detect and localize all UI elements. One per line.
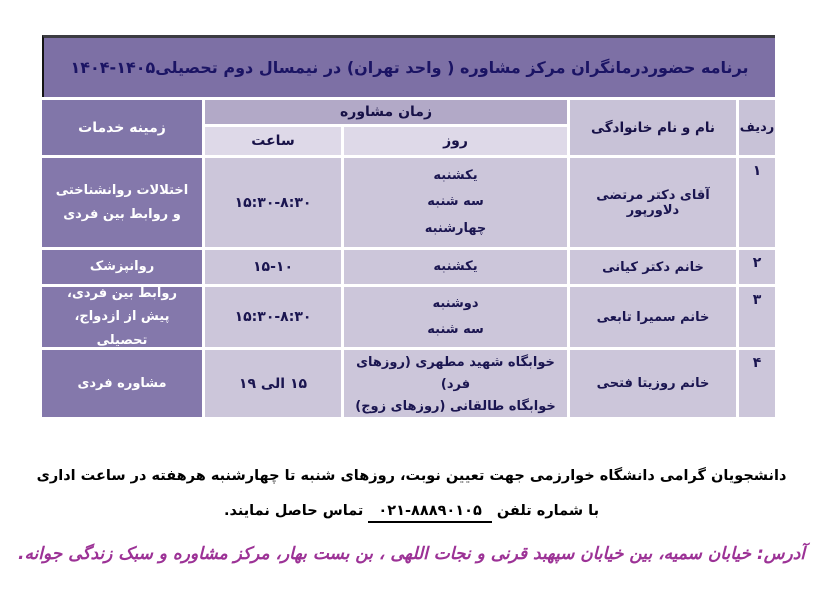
row-number: ۲ <box>739 250 775 284</box>
column-header-services: زمینه خدمات <box>42 100 202 155</box>
consultation-days <box>344 287 567 347</box>
therapist-name: آقای دکتر مرتضی دلاورپور <box>570 158 736 247</box>
day-item: یکشنبه <box>433 167 478 183</box>
day-item: خوابگاه طالقانی (روزهای زوج) <box>355 399 556 415</box>
phone-number: ۸۸۸۹۰۱۰۵-۰۲۱ <box>368 503 491 523</box>
consultation-hours: ۱۵:۳۰-۸:۳۰ <box>205 287 341 347</box>
service-area: اختلالات روانشناختی و روابط بین فردی <box>42 158 202 247</box>
row-number: ۳ <box>739 287 775 347</box>
notice-phone-prefix: با شماره تلفن <box>491 503 600 519</box>
column-header-consultation-time: زمان مشاوره <box>205 100 567 124</box>
consultation-hours: ۱۵ الی ۱۹ <box>205 350 341 417</box>
counseling-schedule-table <box>42 35 775 417</box>
column-subheader-day: روز <box>344 127 567 155</box>
row-number: ۱ <box>739 158 775 247</box>
therapist-name: خانم روزیتا فتحی <box>570 350 736 417</box>
service-area: روابط بین فردی، پیش از ازدواج، تحصیلی <box>42 287 202 347</box>
consultation-days <box>344 250 567 284</box>
page-title: برنامه حضوردرمانگران مرکز مشاوره ( واحد تهران) در نیمسال دوم تحصیلی۱۴۰۵-۱۴۰۴ <box>42 35 775 97</box>
day-item: سه شنبه <box>427 321 484 337</box>
day-item: سه شنبه <box>427 194 484 210</box>
service-area: روانپزشک <box>42 250 202 284</box>
address-line: آدرس: خیابان سمیه، بین خیابان سپهبد قرنی و نجات اللهی ، بن بست بهار، مرکز مشاوره و سبک زندگی جوانه. <box>17 544 805 564</box>
therapist-name: خانم سمیرا تابعی <box>570 287 736 347</box>
row-number: ۴ <box>739 350 775 417</box>
consultation-hours: ۱۵:۳۰-۸:۳۰ <box>205 158 341 247</box>
notice-phone-suffix: تماس حاصل نمایند. <box>223 503 369 519</box>
consultation-days <box>344 158 567 247</box>
column-header-name: نام و نام خانوادگی <box>570 100 736 155</box>
day-item: چهارشنبه <box>424 221 487 237</box>
column-subheader-hour: ساعت <box>205 127 341 155</box>
appointment-notice-line2 <box>0 503 823 519</box>
therapist-name: خانم دکتر کیانی <box>570 250 736 284</box>
consultation-days <box>344 350 567 417</box>
column-header-row-number: ردیف <box>739 100 775 155</box>
appointment-notice-line1: دانشجویان گرامی دانشگاه خوارزمی جهت تعیین نوبت، روزهای شنبه تا چهارشنبه هرهفته در ساعت اداری <box>36 468 787 484</box>
day-item: خوابگاه شهید مطهری (روزهای فرد) <box>356 355 555 393</box>
consultation-hours: ۱۵-۱۰ <box>205 250 341 284</box>
day-item: یکشنبه <box>433 258 478 274</box>
day-item: دوشنبه <box>432 295 479 311</box>
service-area: مشاوره فردی <box>42 350 202 417</box>
